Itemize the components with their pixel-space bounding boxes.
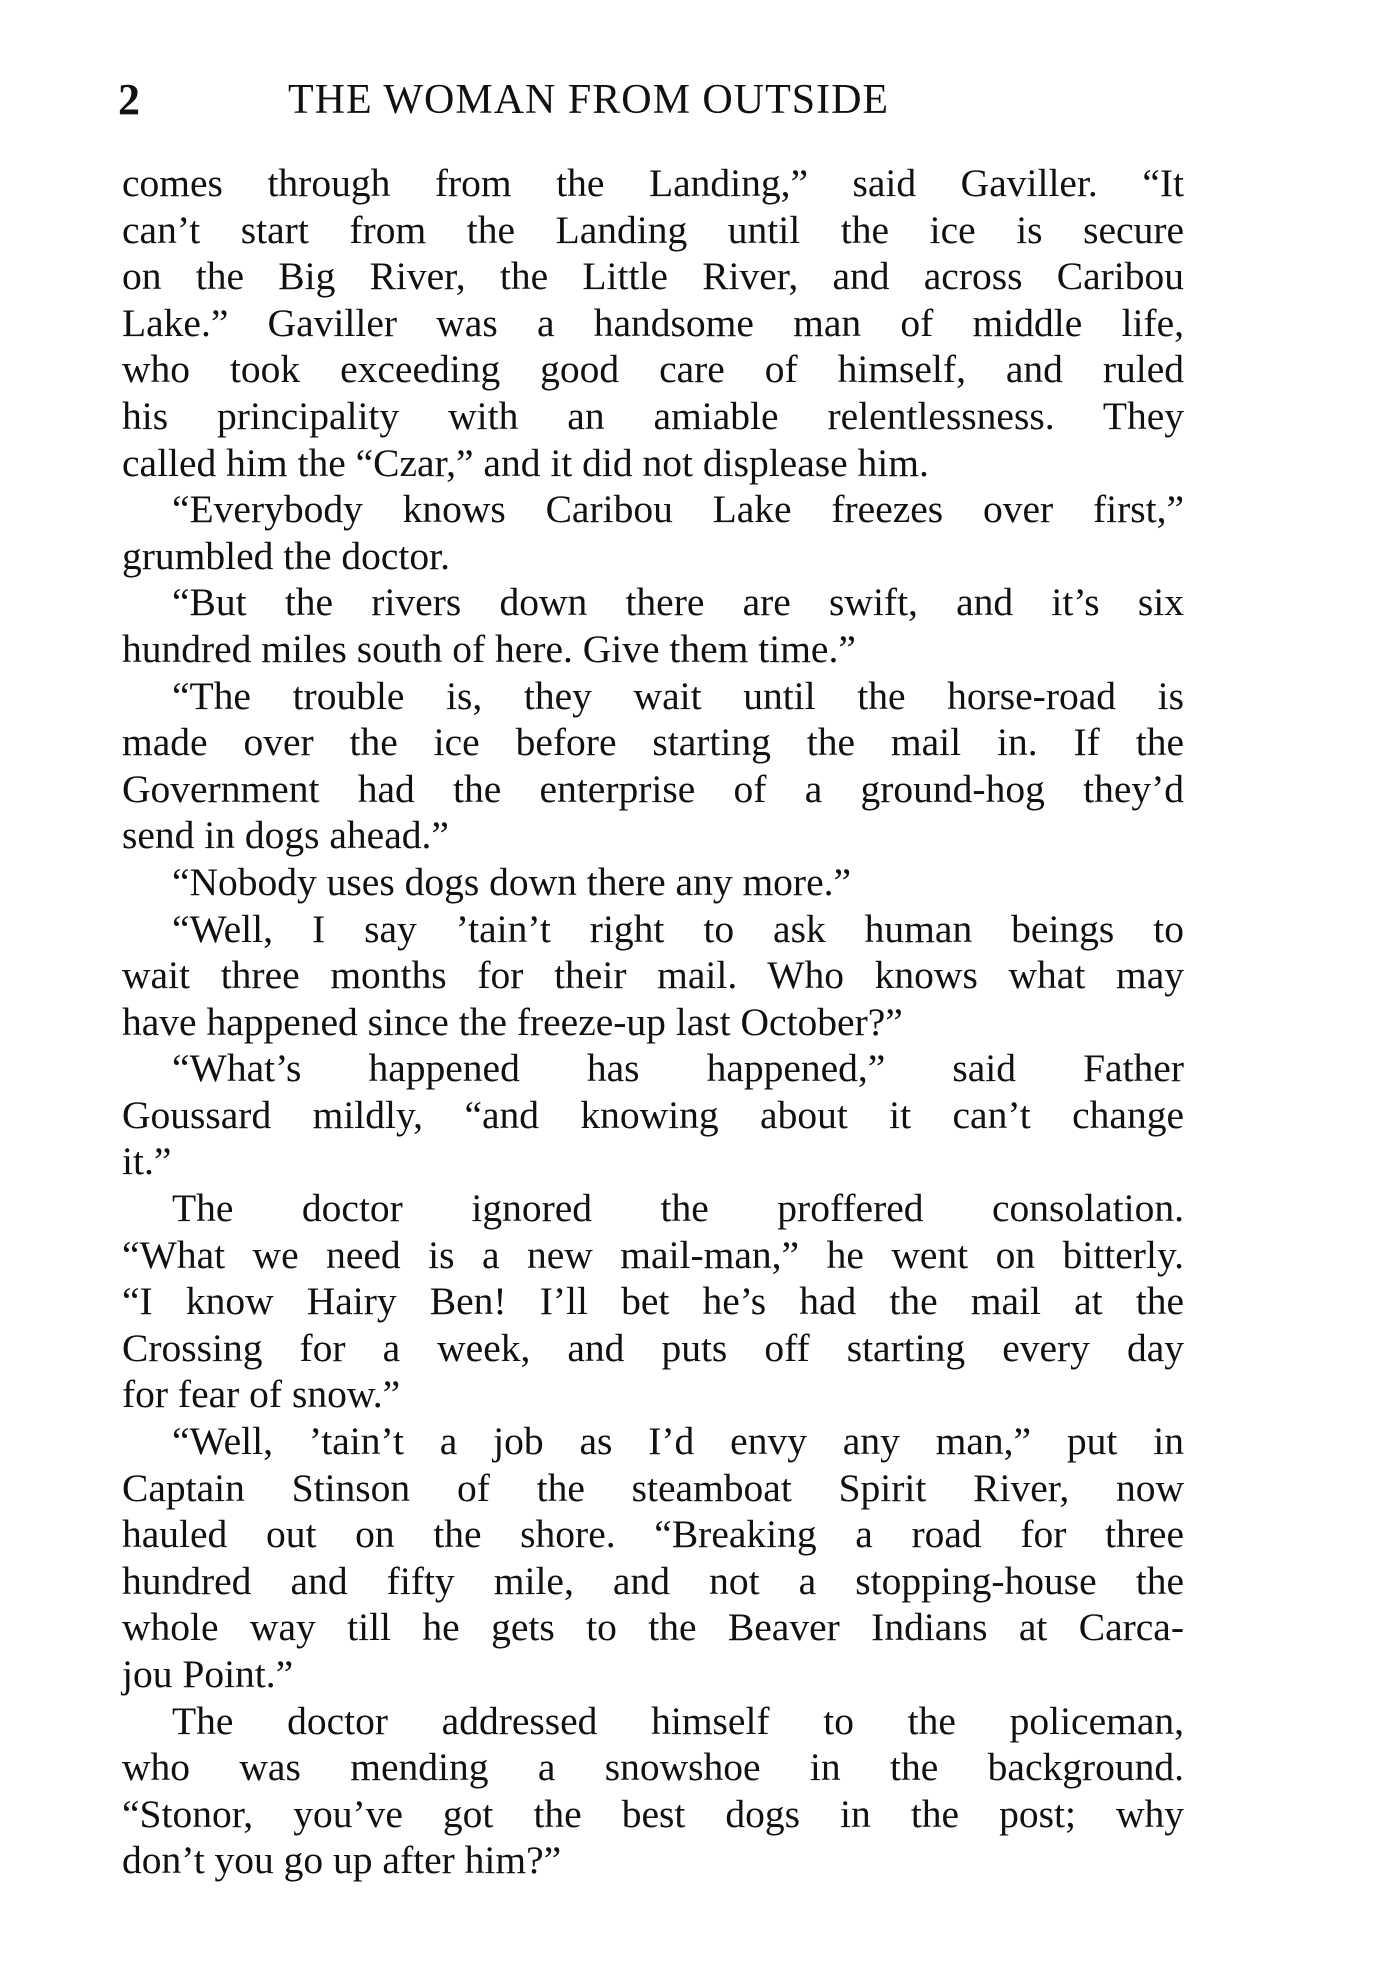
text-line: “Well, ’tain’t a job as I’d envy any man,” put in — [172, 1419, 1184, 1464]
text-line: hundred and fifty mile, and not a stopping-house the — [122, 1558, 1184, 1603]
text-line: it.” — [122, 1139, 172, 1184]
text-line: “The trouble is, they wait until the horse-road is — [172, 673, 1184, 718]
running-title: THE WOMAN FROM OUTSIDE — [288, 77, 890, 123]
text-line: comes through from the Landing,” said Gaviller. “It — [122, 161, 1184, 205]
text-line: who was mending a snowshoe in the background. — [122, 1745, 1184, 1790]
text-line: “What we need is a new mail-man,” he went on bitterly. — [122, 1232, 1184, 1277]
text-line: made over the ice before starting the mail in. If the — [122, 720, 1184, 765]
text-line: grumbled the doctor. — [122, 533, 450, 578]
text-line: on the Big River, the Little River, and across Caribou — [122, 254, 1184, 299]
text-line: can’t start from the Landing until the ice is secure — [122, 207, 1184, 252]
text-line: send in dogs ahead.” — [122, 813, 449, 858]
text-line: “Well, I say ’tain’t right to ask human beings to — [172, 906, 1184, 951]
text-line: Captain Stinson of the steamboat Spirit River, now — [122, 1465, 1184, 1510]
text-line: whole way till he gets to the Beaver Indians at Carca- — [122, 1605, 1184, 1650]
text-line: “Nobody uses dogs down there any more.” — [172, 859, 852, 904]
text-line: “What’s happened has happened,” said Father — [172, 1046, 1184, 1091]
text-line: Government had the enterprise of a ground-hog they’d — [122, 766, 1184, 811]
text-line: his principality with an amiable relentlessness. They — [122, 393, 1184, 438]
text-line: have happened since the freeze-up last October?” — [122, 999, 903, 1044]
page-header — [118, 68, 1188, 132]
text-line: hauled out on the shore. “Breaking a road for three — [122, 1512, 1184, 1557]
text-line: “I know Hairy Ben! I’ll bet he’s had the mail at the — [122, 1279, 1184, 1324]
text-line: Goussard mildly, “and knowing about it can’t change — [122, 1092, 1184, 1137]
text-line: jou Point.” — [122, 1652, 294, 1696]
text-line: “But the rivers down there are swift, and it’s six — [172, 580, 1184, 625]
text-line: for fear of snow.” — [122, 1372, 401, 1417]
text-line: wait three months for their mail. Who knows what may — [122, 953, 1184, 998]
text-line: hundred miles south of here. Give them time.” — [122, 626, 856, 671]
text-line: The doctor ignored the proffered consolation. — [172, 1186, 1184, 1231]
text-line: who took exceeding good care of himself, and ruled — [122, 347, 1184, 392]
text-line: “Stonor, you’ve got the best dogs in the post; why — [122, 1791, 1184, 1836]
text-line: don’t you go up after him?” — [122, 1838, 562, 1883]
body-text — [122, 160, 1184, 1884]
text-line: Lake.” Gaviller was a handsome man of middle life, — [122, 300, 1184, 345]
page-number: 2 — [118, 75, 140, 124]
text-line: called him the “Czar,” and it did not displease him. — [122, 440, 929, 485]
text-line: Crossing for a week, and puts off starting every day — [122, 1325, 1184, 1370]
text-line: “Everybody knows Caribou Lake freezes over first,” — [172, 487, 1184, 532]
text-line: The doctor addressed himself to the policeman, — [172, 1698, 1184, 1743]
